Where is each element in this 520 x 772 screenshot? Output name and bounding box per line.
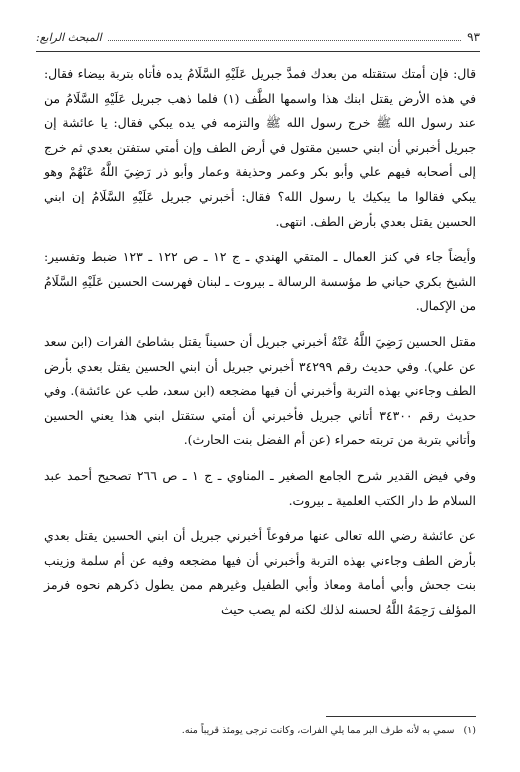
footnote	[44, 724, 476, 738]
paragraph: وفي فيض القدير شرح الجامع الصغير ـ المناوي ـ ج ١ ـ ص ٢٦٦ تصحيح أحمد عبد السلام ط دار الكتب العلمية ـ بيروت.	[44, 467, 476, 508]
header-leader-dots	[108, 40, 461, 41]
paragraph: قال: فإن أمتك ستقتله من بعدك فمدَّ جبريل عَلَيْهِ السَّلَامُ يده فأتاه بتربة بيضاء فقال: في هذه الأرض يقتل ابنك هذا واسمها الطَّف (١) فلما ذهب جبريل عَلَيْهِ السَّلَامُ من عند رسول الله ﷺ خرج رسول الله ﷺ والتزمه في يده يبكي فقال: يا عائشة إن جبريل أخبرني أن ابني حسين مقتول في أرض الطف وإن أمتي ستفتن بعدي ثم خرج إلى أصحابه فيهم علي وأبو بكر وعمر وحذيفة وعمار وأبو ذر رَضِيَ اللَّهُ عَنْهُمْ وهو يبكي فقالوا ما يبكيك يا رسول الله؟ فقال: أخبرني جبريل عَلَيْهِ السَّلَامُ إن ابني الحسين يقتل بعدي بأرض الطف. انتهى.	[44, 66, 477, 229]
header-rule	[36, 51, 480, 52]
footnote-rule	[326, 716, 476, 717]
running-header	[36, 27, 480, 47]
paragraph: وأيضاً جاء في كنز العمال ـ المتقي الهندي ـ ج ١٢ ـ ص ١٢٢ ـ ١٢٣ ضبط وتفسير: الشيخ بكري حياني ط مؤسسة الرسالة ـ بيروت ـ لبنان فهرست الحسين عَلَيْهِ السَّلَامُ من الإكمال.	[44, 249, 477, 314]
page-number: ٩٣	[467, 30, 480, 44]
paragraph: عن عائشة رضي الله تعالى عنها مرفوعاً أخبرني جبريل أن ابني الحسين يقتل بعدي بأرض الطف وجاءني بهذه التربة وأخبرني أن فيها مضجعه وفيه عن أم سلمة وزينب بنت جحش وأبي أمامة ومعاذ وأبي الطفيل وغيرهم ممن يطول ذكرهم نحوه فرمز المؤلف رَحِمَهُ اللَّهُ لحسنه لذلك لكنه لم يصب حيث	[44, 528, 476, 617]
paragraph: مقتل الحسين رَضِيَ اللَّهُ عَنْهُ أخبرني جبريل أن حسيناً يقتل بشاطئ الفرات (ابن سعد عن علي). وفي حديث رقم ٣٤٢٩٩ أخبرني جبريل أن ابني الحسين يقتل بعدي بأرض الطف وجاءني بهذه التربة وأخبرني أن فيها مضجعه (ابن سعد، طب عن عائشة). وفي حديث رقم ٣٤٣٠٠ أتاني جبريل فأخبرني أن أمتي ستقتل ابني هذا يعني الحسين وأتاني بتربة من تربته حمراء (عن أم الفضل بنت الحارث).	[44, 333, 476, 448]
footnote-number: (١)	[463, 725, 476, 736]
footnote-text: سمي به لأنه طرف البر مما يلي الفرات، وكانت ترجى يومئذ قريباً منه.	[181, 725, 455, 736]
chapter-title: المبحث الرابع:	[36, 30, 102, 44]
body-text	[44, 62, 476, 633]
